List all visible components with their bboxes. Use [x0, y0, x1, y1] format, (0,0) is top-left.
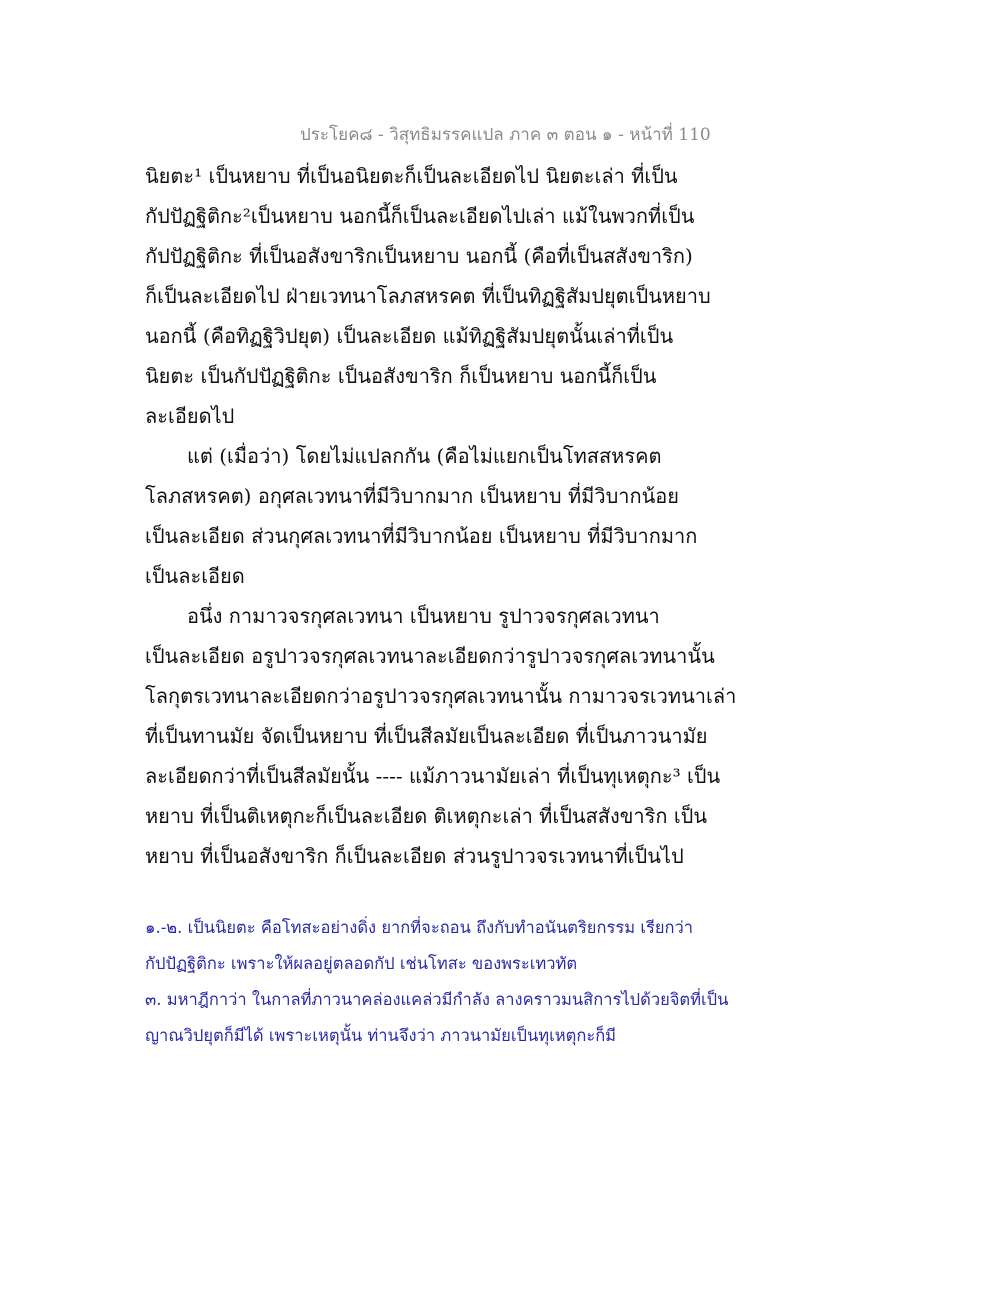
body-line: กัปปัฏฐิติกะ ที่เป็นอสังขาริกเป็นหยาบ นอกนี้ (คือที่เป็นสสังขาริก) — [145, 244, 693, 268]
body-line: นอกนี้ (คือทิฏฐิวิปยุต) เป็นละเอียด แม้ทิฏฐิสัมปยุตนั้นเล่าที่เป็น — [145, 324, 674, 348]
body-line: หยาบ ที่เป็นอสังขาริก ก็เป็นละเอียด ส่วนรูปาวจรเวทนาที่เป็นไป — [145, 844, 684, 868]
running-header: ประโยค๘ - วิสุทธิมรรคแปล ภาค ๓ ตอน ๑ - หน้าที่ 110 — [300, 125, 711, 145]
body-line: กัปปัฏฐิติกะ²เป็นหยาบ นอกนี้ก็เป็นละเอียดไปเล่า แม้ในพวกที่เป็น — [145, 204, 695, 228]
body-line: ก็เป็นละเอียดไป ฝ่ายเวทนาโลภสหรคต ที่เป็นทิฏฐิสัมปยุตเป็นหยาบ — [145, 284, 711, 308]
footnote-line: กัปปัฏฐิติกะ เพราะให้ผลอยู่ตลอดกัป เช่นโทสะ ของพระเทวทัต — [145, 954, 578, 973]
body-text — [145, 156, 745, 876]
body-line: ละเอียดกว่าที่เป็นสีลมัยนั้น ---- แม้ภาวนามัยเล่า ที่เป็นทุเหตุกะ³ เป็น — [145, 764, 721, 788]
body-line: เป็นละเอียด อรูปาวจรกุศลเวทนาละเอียดกว่ารูปาวจรกุศลเวทนานั้น — [145, 644, 715, 668]
body-line: นิยตะ เป็นกัปปัฏฐิติกะ เป็นอสังขาริก ก็เป็นหยาบ นอกนี้ก็เป็น — [145, 364, 657, 388]
body-line: เป็นละเอียด — [145, 564, 245, 588]
body-line-paragraph-start: อนึ่ง กามาวจรกุศลเวทนา เป็นหยาบ รูปาวจรกุศลเวทนา — [187, 604, 660, 628]
footnote-line: ๑.-๒. เป็นนิยตะ คือโทสะอย่างดิ่ง ยากที่จะถอน ถึงกับทำอนันตริยกรรม เรียกว่า — [145, 918, 694, 937]
body-line-paragraph-start: แต่ (เมื่อว่า) โดยไม่แปลกกัน (คือไม่แยกเป็นโทสสหรคต — [187, 444, 662, 468]
body-line: โลกุตรเวทนาละเอียดกว่าอรูปาวจรกุศลเวทนานั้น กามาวจรเวทนาเล่า — [145, 684, 737, 708]
footnote-line: ญาณวิปยุตก็มีได้ เพราะเหตุนั้น ท่านจึงว่า ภาวนามัยเป็นทุเหตุกะก็มี — [145, 1026, 617, 1045]
body-line: ที่เป็นทานมัย จัดเป็นหยาบ ที่เป็นสีลมัยเป็นละเอียด ที่เป็นภาวนามัย — [145, 724, 708, 748]
footnotes — [145, 910, 765, 1054]
body-line: นิยตะ¹ เป็นหยาบ ที่เป็นอนิยตะก็เป็นละเอียดไป นิยตะเล่า ที่เป็น — [145, 164, 678, 188]
footnote-line: ๓. มหาฎีกาว่า ในกาลที่ภาวนาคล่องแคล่วมีกำลัง ลางคราวมนสิการไปด้วยจิตที่เป็น — [145, 990, 729, 1009]
body-line: โลภสหรคต) อกุศลเวทนาที่มีวิบากมาก เป็นหยาบ ที่มีวิบากน้อย — [145, 484, 680, 508]
body-line: หยาบ ที่เป็นติเหตุกะก็เป็นละเอียด ติเหตุกะเล่า ที่เป็นสสังขาริก เป็น — [145, 804, 708, 828]
body-line: ละเอียดไป — [145, 404, 235, 428]
body-line: เป็นละเอียด ส่วนกุศลเวทนาที่มีวิบากน้อย เป็นหยาบ ที่มีวิบากมาก — [145, 524, 698, 548]
